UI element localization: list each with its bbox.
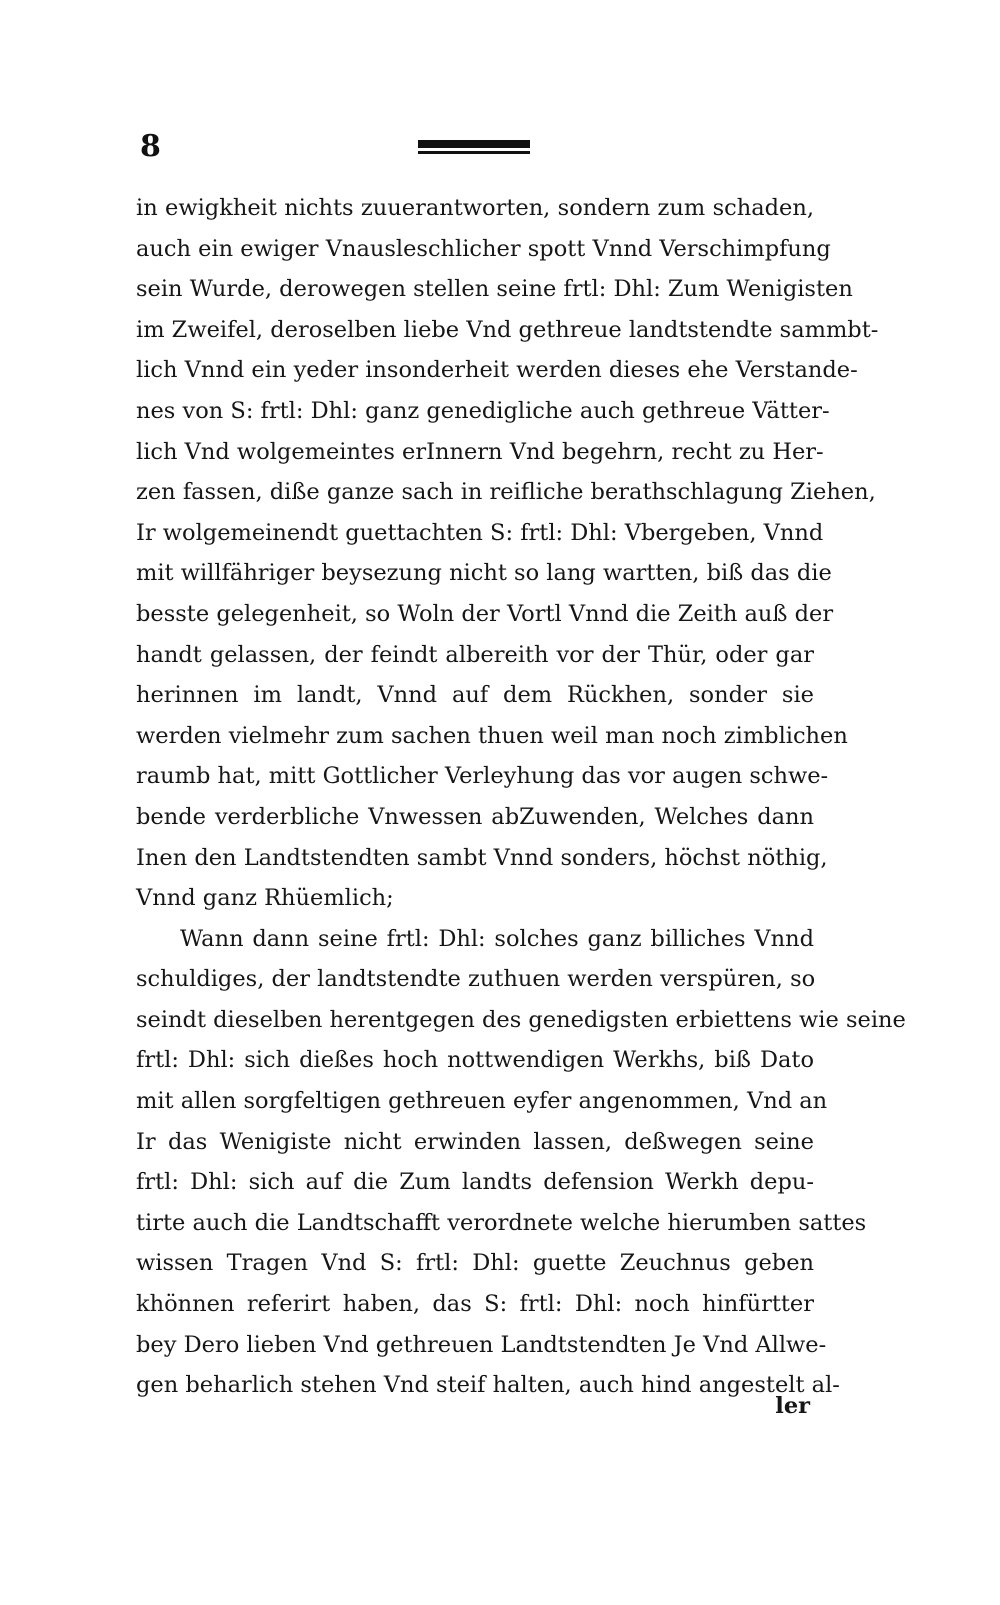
- text-line: tirte auch die Landtschafft verordnete welche hierumben sattes: [136, 1209, 867, 1236]
- text-line: auch ein ewiger Vnausleschlicher spott Vnnd Verschimpfung: [136, 235, 831, 262]
- text-line: mit willfähriger beysezung nicht so lang wartten, biß das die: [136, 560, 832, 587]
- text-line: bende verderbliche Vnwessen abZuwenden, Welches dann: [136, 803, 814, 830]
- text-line: Inen den Landtstendten sambt Vnnd sonders, höchst nöthig,: [136, 844, 828, 871]
- text-line: nes von S: frtl: Dhl: ganz genedigliche auch gethreue Vätter-: [136, 397, 830, 424]
- text-line: raumb hat, mitt Gottlicher Verleyhung das vor augen schwe-: [136, 763, 829, 790]
- text-line: lich Vnd wolgemeintes erInnern Vnd begehrn, recht zu Her-: [136, 438, 824, 465]
- text-line: schuldiges, der landtstendte zuthuen werden verspüren, so: [136, 966, 816, 993]
- catchword: ler: [775, 1393, 810, 1419]
- text-line: mit allen sorgfeltigen gethreuen eyfer angenommen, Vnd an: [136, 1088, 828, 1115]
- text-line: besste gelegenheit, so Woln der Vortl Vnnd die Zeith auß der: [136, 600, 834, 627]
- text-line: handt gelassen, der feindt albereith vor der Thür, oder gar: [136, 641, 814, 668]
- text-line: in ewigkheit nichts zuuerantworten, sondern zum schaden,: [136, 195, 814, 221]
- text-line: im Zweifel, deroselben liebe Vnd gethreue landtstendte sammbt-: [136, 316, 879, 343]
- text-line: sein Wurde, derowegen stellen seine frtl: Dhl: Zum Wenigisten: [136, 276, 853, 303]
- page-number: 8: [140, 129, 161, 164]
- text-line: Ir das Wenigiste nicht erwinden lassen, deßwegen seine: [136, 1128, 814, 1155]
- text-line: frtl: Dhl: sich dießes hoch nottwendigen Werkhs, biß Dato: [136, 1047, 814, 1074]
- text-line: herinnen im landt, Vnnd auf dem Rückhen, sonder sie: [136, 682, 814, 709]
- text-line: Vnnd ganz Rhüemlich;: [136, 885, 394, 912]
- text-line: frtl: Dhl: sich auf die Zum landts defension Werkh depu-: [136, 1169, 814, 1196]
- header-rule-thin: [418, 151, 530, 154]
- text-line: werden vielmehr zum sachen thuen weil man noch zimblichen: [136, 722, 848, 749]
- text-line: khönnen referirt haben, das S: frtl: Dhl: noch hinfürtter: [136, 1291, 814, 1318]
- text-line: Ir wolgemeinendt guettachten S: frtl: Dhl: Vbergeben, Vnnd: [136, 519, 824, 546]
- text-line: wissen Tragen Vnd S: frtl: Dhl: guette Zeuchnus geben: [136, 1250, 814, 1277]
- text-line: bey Dero lieben Vnd gethreuen Landtstendten Je Vnd Allwe-: [136, 1331, 827, 1358]
- text-line: Wann dann seine frtl: Dhl: solches ganz billiches Vnnd: [180, 925, 814, 952]
- body-text: [136, 188, 906, 1406]
- text-line: lich Vnnd ein yeder insonderheit werden dieses ehe Verstande-: [136, 357, 858, 384]
- header-rule-thick: [418, 140, 530, 148]
- text-line: zen fassen, diße ganze sach in reifliche berathschlagung Ziehen,: [136, 479, 876, 506]
- header-ornament-rule: [418, 140, 530, 156]
- text-line: gen beharlich stehen Vnd steif halten, auch hind angestelt al-: [136, 1372, 840, 1399]
- text-line: seindt dieselben herentgegen des genedigsten erbiettens wie seine: [136, 1006, 906, 1033]
